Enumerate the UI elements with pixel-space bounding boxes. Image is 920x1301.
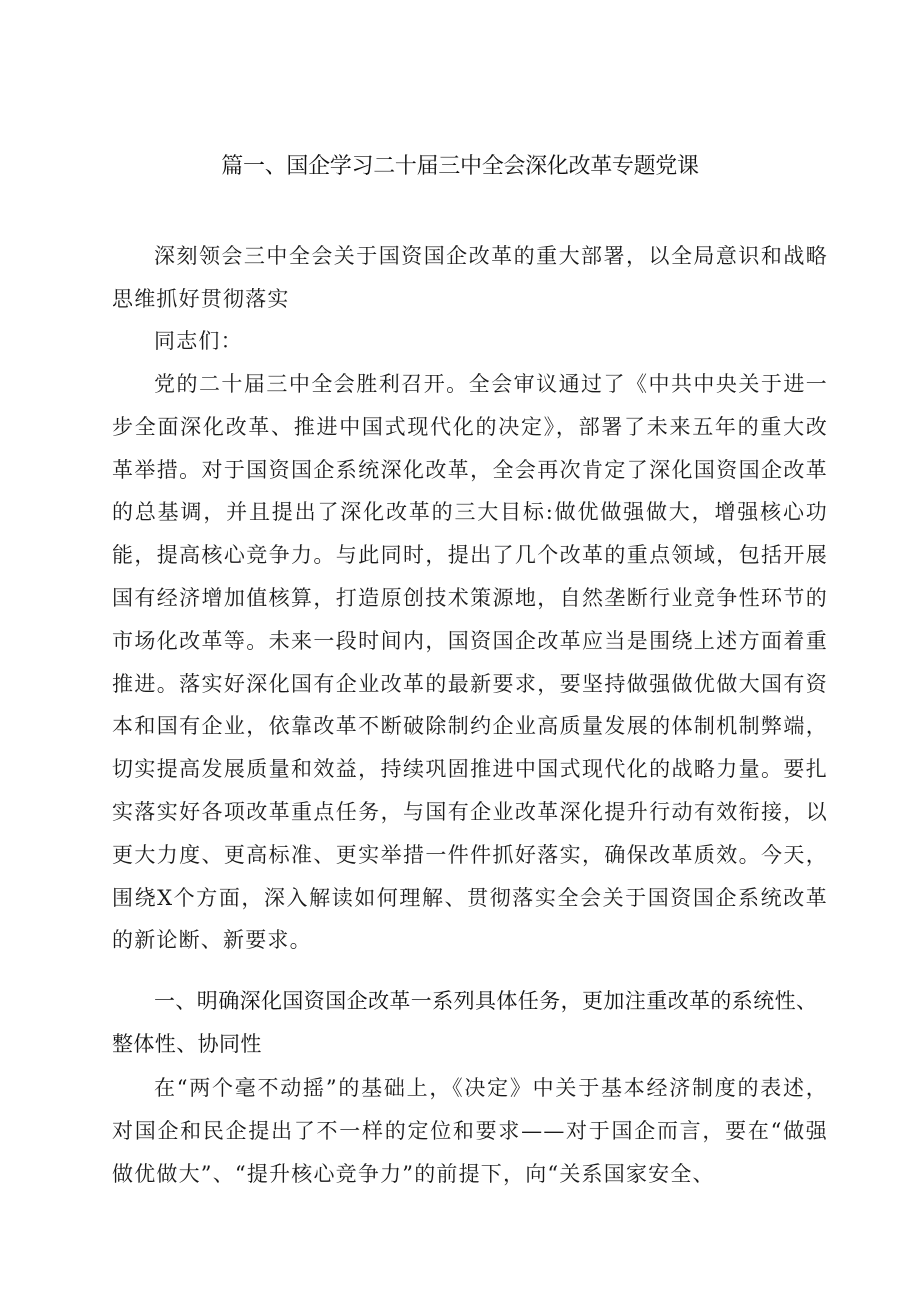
document-title: 篇一、国企学习二十届三中全会深化改革专题党课 bbox=[221, 154, 699, 179]
document-subtitle: 深刻领会三中全会关于国资国企改革的重大部署，以全局意识和战略思维抓好贯彻落实 bbox=[112, 244, 828, 311]
section-1-heading: 一、明确深化国资国企改革一系列具体任务，更加注重改革的系统性、整体性、协同性 bbox=[112, 989, 818, 1056]
greeting-text: 同志们： bbox=[154, 329, 243, 353]
section-1-paragraph: 在“两个毫不动摇”的基础上，《决定》中关于基本经济制度的表述，对国企和民企提出了不一样的定位和要求——对于国企而言，要在“做强做优做大”、“提升核心竞争力”的前提下，向“关系国家安全、 bbox=[112, 1076, 828, 1186]
intro-paragraph: 党的二十届三中全会胜利召开。全会审议通过了《中共中央关于进一步全面深化改革、推进中国式现代化的决定》，部署了未来五年的重大改革举措。对于国资国企系统深化改革，全会再次肯定了深化国资国企改革的总基调，并且提出了深化改革的三大目标:做优做强做大，增强核心功能，提高核心竞争力。与此同时，提出了几个改革的重点领域，包括开展国有经济增加值核算，打造原创技术策源地，自然垄断行业竞争性环节的市场化改革等。未来一段时间内，国资国企改革应当是围绕上述方面着重推进。落实好深化国有企业改革的最新要求，要坚持做强做优做大国有资本和国有企业，依靠改革不断破除制约企业高质量发展的体制机制弊端，切实提高发展质量和效益，持续巩固推进中国式现代化的战略力量。要扎实落实好各项改革重点任务，与国有企业改革深化提升行动有效衔接，以更大力度、更高标准、更实举措一件件抓好落实，确保改革质效。今天，围绕X个方面，深入解读如何理解、贯彻落实全会关于国资国企系统改革的新论断、新要求。 bbox=[112, 372, 828, 953]
